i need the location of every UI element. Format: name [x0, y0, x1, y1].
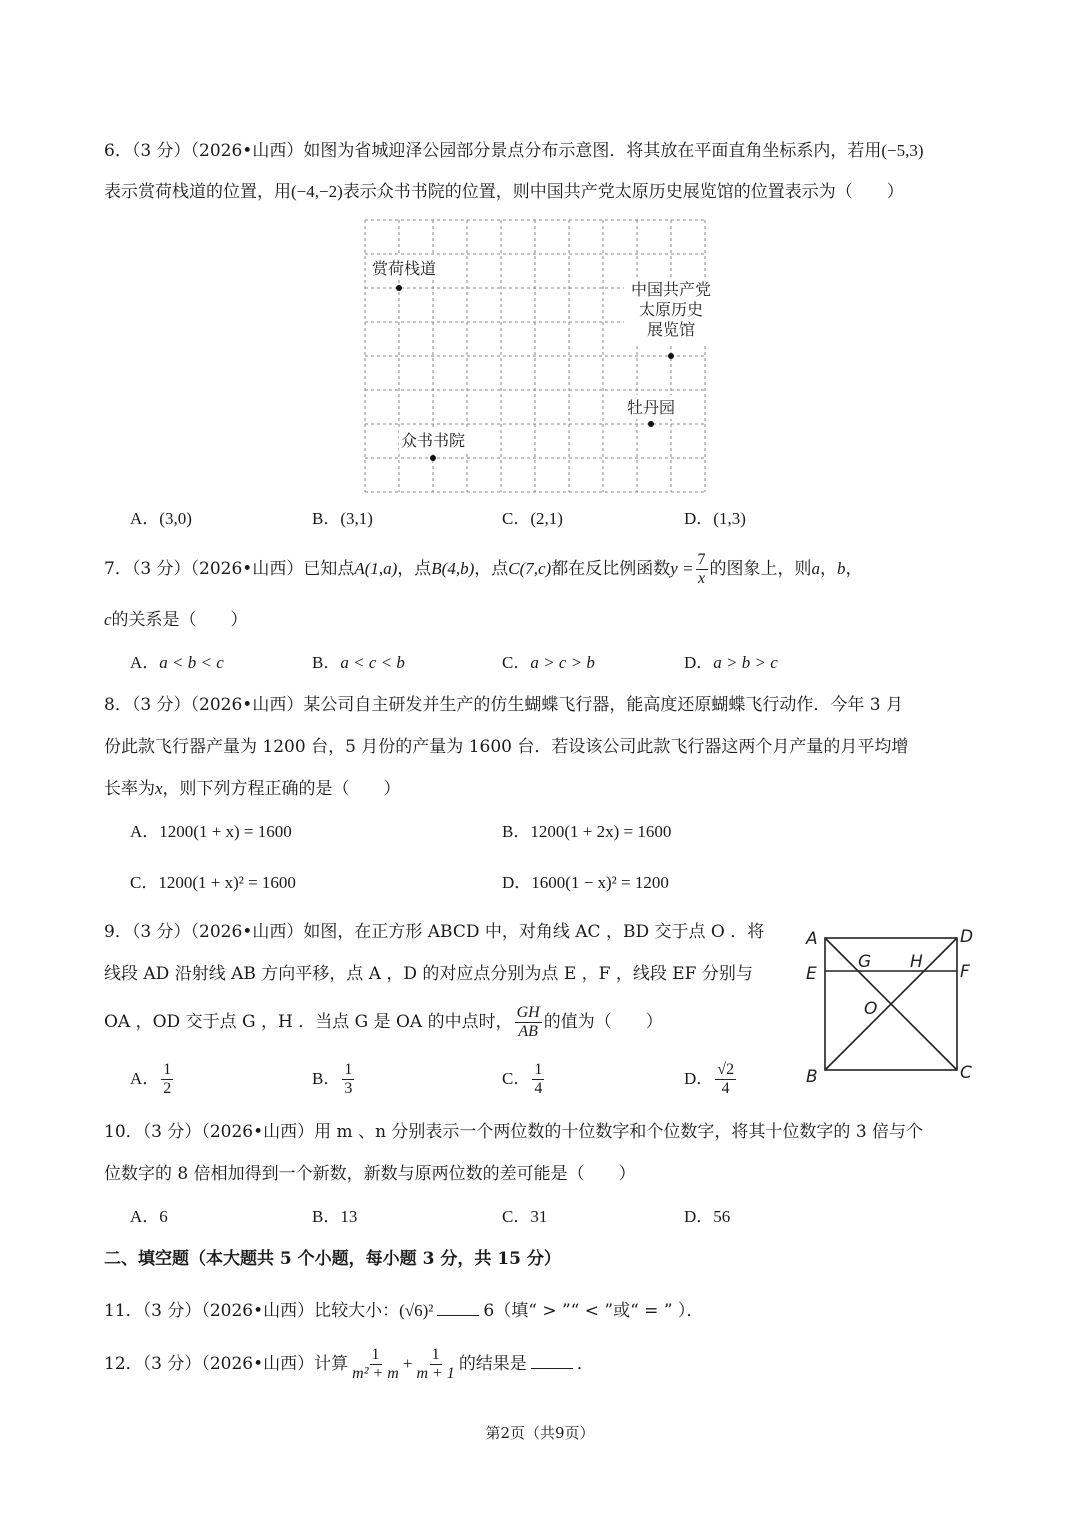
q6-line1: [104, 140, 924, 162]
q7-sep-2: ，: [845, 559, 863, 579]
label-e: E: [806, 964, 817, 984]
label-a: A: [806, 929, 818, 949]
q7-text-2: ，点: [397, 559, 432, 579]
q9-opt-b-den: 3: [344, 1080, 353, 1097]
map-label-museum-2: 太原历史: [638, 300, 704, 319]
q12-fraction-1: [350, 1346, 401, 1383]
q9-opt-a-num: 1: [163, 1061, 172, 1078]
q12-answer-blank[interactable]: [531, 1350, 573, 1369]
label-g: G: [858, 952, 872, 972]
q8-text-3b: ，则下列方程正确的是（ ）: [162, 779, 401, 799]
q7-option-c-expr: a > c > b: [530, 653, 595, 672]
q9-option-b-label: B．: [312, 1069, 341, 1088]
q8-option-c[interactable]: C．1200(1 + x)² = 1600: [130, 873, 296, 892]
label-d: D: [960, 927, 974, 947]
q10-option-b[interactable]: B．13: [312, 1207, 358, 1226]
map-point-shanghe: [396, 285, 402, 291]
map-label-zhongshu: 众书书院: [401, 431, 466, 450]
q7-var-a: a: [811, 559, 821, 578]
q9-option-a-label: A．: [130, 1069, 160, 1088]
q12-frac1-num: 1: [371, 1346, 380, 1363]
q7-option-b[interactable]: [312, 652, 405, 674]
q9-text-3a: OA ，OD 交于点 G ，H ．当点 G 是 OA 的中点时，: [104, 1012, 513, 1032]
q12-frac2-den: m + 1: [416, 1365, 455, 1382]
q8-line3: [104, 778, 401, 800]
q12-text-3: ．: [576, 1354, 594, 1374]
q9-frac-den: AB: [518, 1023, 538, 1040]
q12-text-1: 12．（3 分）（2026•山西）计算: [104, 1354, 349, 1374]
q9-option-c[interactable]: [502, 1061, 546, 1098]
label-h: H: [910, 952, 923, 972]
q10-option-c[interactable]: C．31: [502, 1207, 548, 1226]
q11-text-2: 6（填“ > ”“ < ”或“ = ” ）．: [483, 1301, 704, 1321]
q11-expr: (√6)²: [399, 1301, 434, 1320]
q9-fraction: [515, 1004, 542, 1041]
map-point-museum: [668, 353, 674, 359]
q10-option-d[interactable]: D．56: [684, 1207, 731, 1226]
q9-frac-num: GH: [516, 1004, 540, 1021]
q7-option-b-label: B．: [312, 653, 341, 672]
q7-point-a: A(1,a): [354, 559, 398, 578]
q11-answer-blank[interactable]: [437, 1297, 479, 1316]
q9-opt-c-num: 1: [534, 1061, 543, 1078]
q12-fraction-2: [414, 1346, 456, 1383]
q8-line2: 份此款飞行器产量为 1200 台，5 月份的产量为 1600 台．若设该公司此款飞行器这两个月产量的月平均增: [104, 737, 909, 757]
q9-opt-b-num: 1: [344, 1061, 353, 1078]
q6-line2: [104, 181, 904, 203]
q12-text-2: 的结果是: [458, 1354, 527, 1374]
q7-func: y =: [670, 559, 694, 578]
q7-point-c: C(7,c): [508, 559, 552, 578]
q12-plus: +: [402, 1354, 413, 1373]
q12-line: [104, 1346, 594, 1383]
label-c: C: [960, 1063, 972, 1083]
q10-line2: 位数字的 8 倍相加得到一个新数，新数与原两位数的差可能是（ ）: [104, 1164, 636, 1184]
q9-opt-c-den: 4: [534, 1080, 543, 1097]
q7-option-c[interactable]: [502, 652, 595, 674]
map-label-museum-1: 中国共产党: [630, 280, 712, 299]
q9-option-b-frac: [342, 1061, 354, 1098]
label-f: F: [960, 962, 970, 982]
q7-option-c-label: C．: [502, 653, 531, 672]
q7-option-d-expr: a > b > c: [713, 653, 778, 672]
map-label-shanghe: 赏荷栈道: [372, 259, 437, 278]
q7-option-a-label: A．: [130, 653, 160, 672]
q7-option-b-expr: a < c < b: [340, 653, 405, 672]
q7-sep-1: ，: [820, 559, 838, 579]
q8-text-3a: 长率为: [104, 779, 155, 799]
q6-text-2a: 表示赏荷栈道的位置，用: [104, 182, 291, 202]
q7-line2: [104, 609, 248, 631]
q6-text-2b: 表示众书书院的位置，则中国共产党太原历史展览馆的位置表示为（ ）: [342, 182, 904, 202]
q9-opt-d-num: √2: [717, 1061, 735, 1078]
q8-option-b[interactable]: B．1200(1 + 2x) = 1600: [502, 822, 672, 841]
q9-option-d-label: D．: [684, 1069, 714, 1088]
q9-option-d[interactable]: [684, 1061, 738, 1098]
q9-text-3b: 的值为（ ）: [543, 1012, 663, 1032]
q9-option-a-frac: [161, 1061, 173, 1098]
q6-coord-a: (−5,3): [881, 141, 924, 160]
q7-text-6: 的关系是（ ）: [111, 610, 248, 630]
q11-text-1: 11．（3 分）（2026•山西）比较大小：: [104, 1301, 400, 1321]
q8-option-d[interactable]: D．1600(1 − x)² = 1200: [502, 873, 669, 892]
q8-line1: 8．（3 分）（2026•山西）某公司自主研发并生产的仿生蝴蝶飞行器，能高度还原蝴蝶飞行动作．今年 3 月: [104, 695, 903, 715]
q9-square-figure: [800, 920, 980, 1090]
q6-option-b[interactable]: B．(3,1): [312, 509, 373, 528]
q9-line1: 9．（3 分）（2026•山西）如图，在正方形 ABCD 中，对角线 AC ，BD 交于点 O ．将: [104, 922, 765, 942]
q9-option-c-frac: [532, 1061, 544, 1098]
section-fill-in-title: 二、填空题（本大题共 5 个小题，每小题 3 分，共 15 分）: [104, 1249, 561, 1269]
q9-option-b[interactable]: [312, 1061, 356, 1098]
q8-var-x: x: [155, 779, 163, 798]
q6-option-a[interactable]: A．(3,0): [130, 509, 192, 528]
q8-option-a[interactable]: A．1200(1 + x) = 1600: [130, 822, 292, 841]
q7-text-3: ，点: [474, 559, 509, 579]
q7-fraction: [696, 551, 708, 588]
map-point-mudan: [648, 421, 654, 427]
q6-option-d[interactable]: D．(1,3): [684, 509, 746, 528]
q7-option-d[interactable]: [684, 652, 778, 674]
q7-frac-num: 7: [697, 551, 706, 568]
q7-text-1: 7．（3 分）（2026•山西）已知点: [104, 559, 355, 579]
q10-line1: 10．（3 分）（2026•山西）用 m 、n 分别表示一个两位数的十位数字和个位数字，将其十位数字的 3 倍与个: [104, 1122, 924, 1142]
map-point-zhongshu: [430, 455, 436, 461]
q7-point-b: B(4,b): [431, 559, 475, 578]
q7-option-d-label: D．: [684, 653, 714, 672]
label-o: O: [864, 999, 878, 1019]
map-label-mudan: 牡丹园: [627, 398, 676, 417]
q7-frac-den: x: [697, 570, 706, 587]
q6-coord-b: (−4,−2): [291, 182, 343, 201]
q7-line1: [104, 551, 863, 588]
map-label-museum-3: 展览馆: [646, 320, 696, 339]
q6-option-c[interactable]: C．(2,1): [502, 509, 563, 528]
q10-option-a[interactable]: A．6: [130, 1207, 168, 1226]
q7-option-a[interactable]: [130, 652, 224, 674]
q7-text-4: 都在反比例函数: [551, 559, 671, 579]
q9-opt-d-den: 4: [721, 1080, 730, 1097]
q9-option-d-frac: [715, 1061, 736, 1098]
q7-option-a-expr: a < b < c: [159, 653, 224, 672]
q6-map-figure: [360, 215, 720, 500]
q9-option-a[interactable]: [130, 1061, 175, 1098]
q7-text-5: 的图象上，则: [709, 559, 812, 579]
q9-opt-a-den: 2: [163, 1080, 172, 1097]
q7-var-b: b: [837, 559, 846, 578]
label-b: B: [806, 1067, 818, 1087]
q9-line3: [104, 1004, 663, 1041]
q9-line2: 线段 AD 沿射线 AB 方向平移，点 A ，D 的对应点分别为点 E ，F ，线段 EF 分别与: [104, 964, 753, 984]
q11-line: [104, 1297, 703, 1322]
q7-var-c: c: [104, 610, 112, 629]
page-footer: 第2页（共9页）: [485, 1424, 595, 1442]
q12-frac1-den: m² + m: [352, 1365, 399, 1382]
q12-frac2-num: 1: [431, 1346, 440, 1363]
q6-text-1: 6．（3 分）（2026•山西）如图为省城迎泽公园部分景点分布示意图．将其放在平面直角坐标系内，若用: [104, 141, 882, 161]
q9-option-c-label: C．: [502, 1069, 531, 1088]
